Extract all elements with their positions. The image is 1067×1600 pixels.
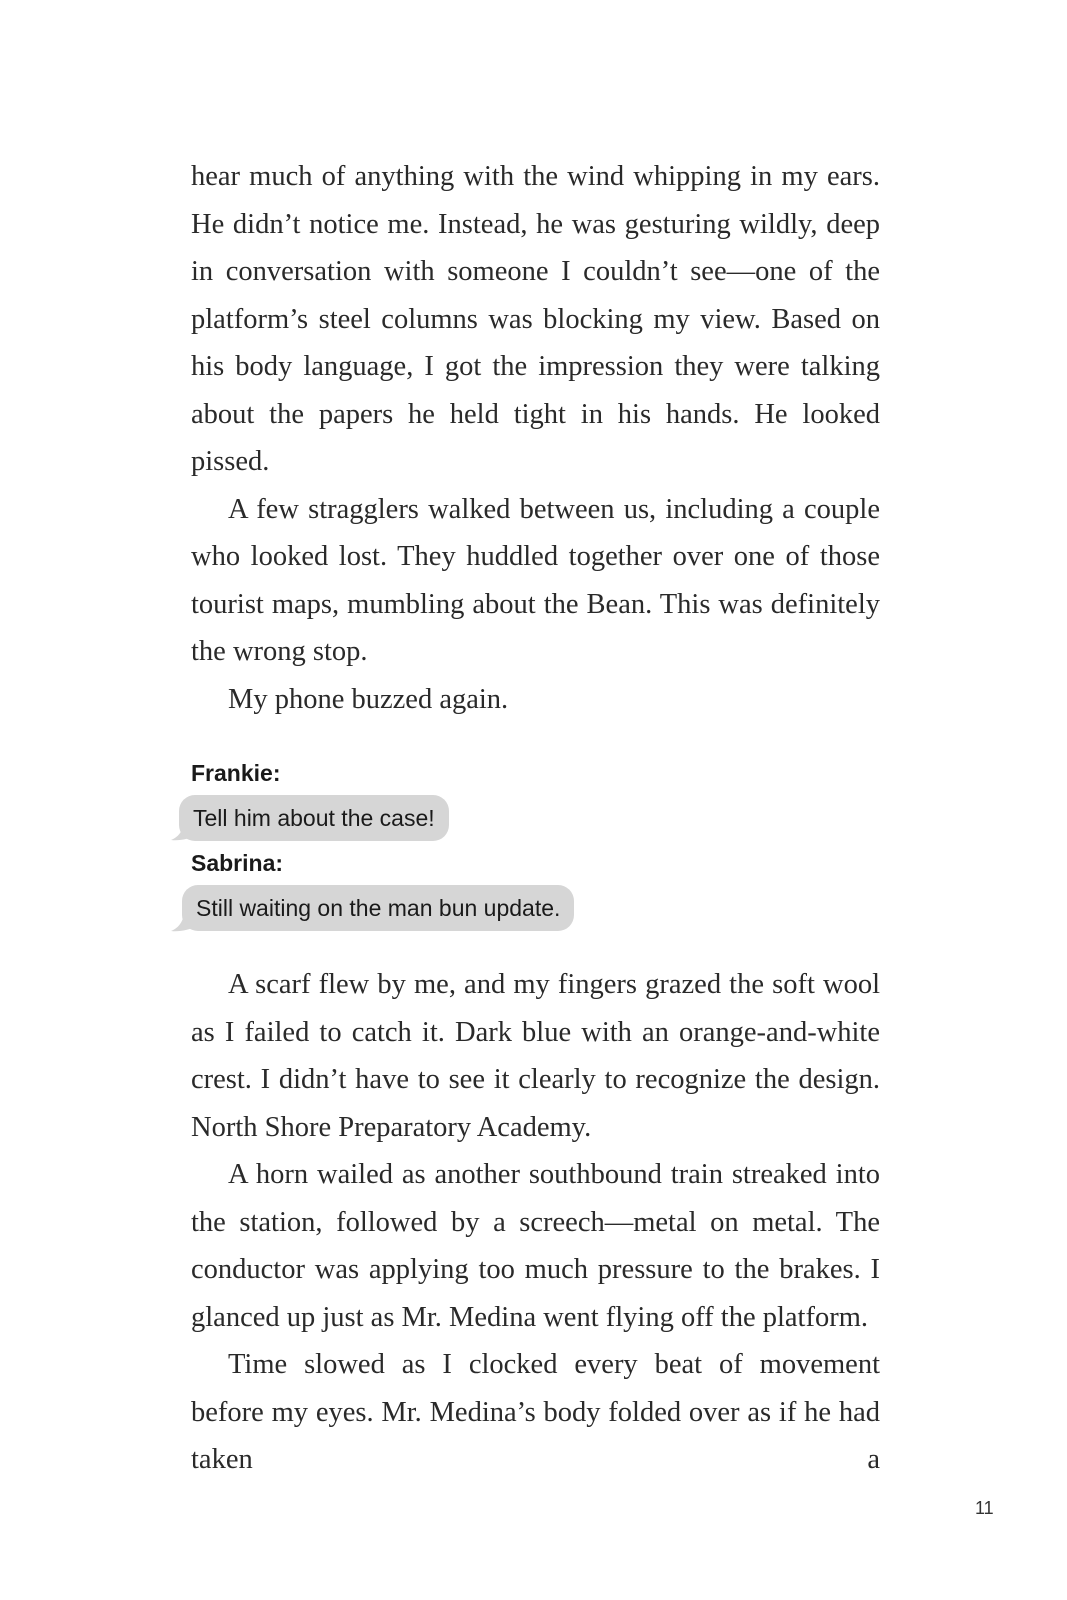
- text-block-top: [191, 153, 880, 723]
- text-block-bottom: [191, 961, 880, 1484]
- paragraph-time-slowed: Time slowed as I clocked every beat of movement before my eyes. Mr. Medina’s body folded over as if he had taken a: [191, 1349, 880, 1475]
- paragraph-phone-buzzed: My phone buzzed again.: [228, 683, 509, 715]
- paragraph-stragglers: A few stragglers walked between us, including a couple who looked lost. They huddled together over one of those tourist maps, mumbling about the Bean. This was definitely the wrong stop.: [191, 493, 880, 667]
- message-bubble-frankie: Tell him about the case!: [179, 795, 449, 841]
- message-speaker-sabrina: Sabrina:: [191, 850, 284, 876]
- paragraph-continuation: hear much of anything with the wind whipping in my ears. He didn’t notice me. Instead, he was gesturing wildly, deep in conversation with someone I couldn’t see—one of the platform’s steel columns was blocking my view. Based on his body language, I got the impression they were talking about the papers he held tight in his hands. He looked pissed.: [191, 161, 880, 477]
- message-speaker-frankie: Frankie:: [191, 760, 281, 786]
- page-number: 11: [975, 1498, 994, 1518]
- paragraph-scarf: A scarf flew by me, and my fingers grazed the soft wool as I failed to catch it. Dark blue with an orange-and-white crest. I didn’t have to see it clearly to recognize the design. North Shore Preparatory Academy.: [191, 969, 880, 1143]
- message-bubble-sabrina: Still waiting on the man bun update.: [182, 885, 574, 931]
- paragraph-horn: A horn wailed as another southbound train streaked into the station, followed by a screech—metal on metal. The conductor was applying too much pressure to the brakes. I glanced up just as Mr. Medina went flying off the platform.: [191, 1159, 880, 1333]
